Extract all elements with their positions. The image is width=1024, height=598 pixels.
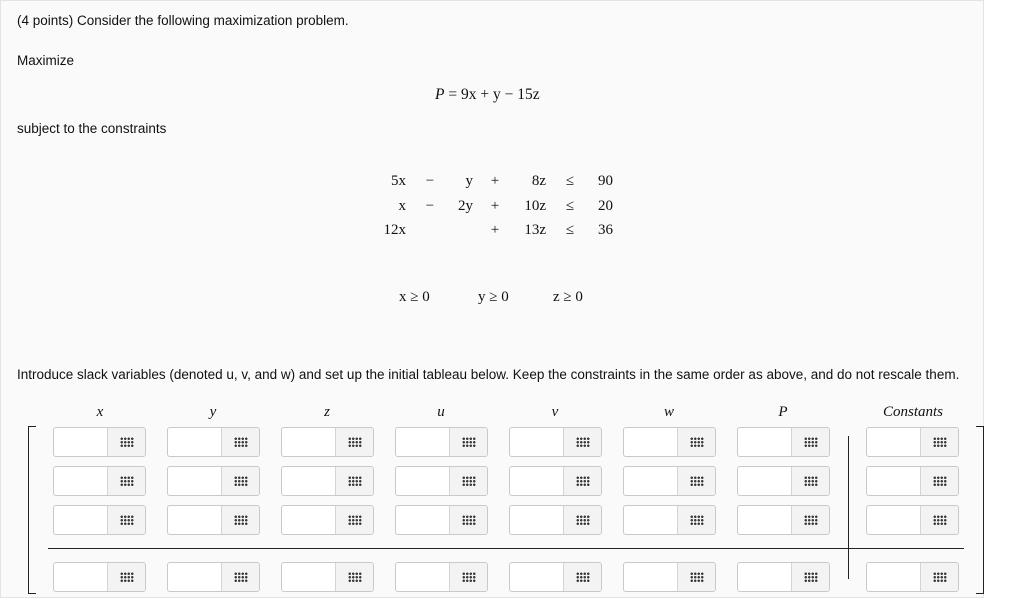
- col-header-constants: Constants: [882, 404, 943, 420]
- palette-button[interactable]: [107, 467, 145, 495]
- grid-dots-icon: [933, 572, 947, 582]
- tableau-cell-r3-x: [53, 505, 146, 535]
- palette-button[interactable]: [449, 563, 487, 591]
- grid-dots-icon: [576, 572, 590, 582]
- tableau-input[interactable]: [396, 467, 451, 495]
- palette-button[interactable]: [335, 506, 373, 534]
- palette-button[interactable]: [221, 506, 259, 534]
- grid-dots-icon: [462, 572, 476, 582]
- palette-button[interactable]: [791, 506, 829, 534]
- grid-dots-icon: [120, 515, 134, 525]
- constraint-2-term-x: x: [398, 198, 406, 214]
- constraint-2-term-y: 2y: [458, 198, 473, 214]
- grid-dots-icon: [348, 515, 362, 525]
- tableau-cell-r2-z: [281, 466, 374, 496]
- tableau-cell-r1-w: [623, 427, 716, 457]
- nonneg-x: x ≥ 0: [399, 289, 430, 305]
- grid-dots-icon: [804, 572, 818, 582]
- palette-button[interactable]: [335, 467, 373, 495]
- constraint-1-rhs: 90: [598, 173, 613, 189]
- tableau-cell-r3-v: [509, 505, 602, 535]
- palette-button[interactable]: [563, 563, 601, 591]
- tableau-input[interactable]: [396, 506, 451, 534]
- grid-dots-icon: [348, 437, 362, 447]
- tableau-input[interactable]: [282, 563, 337, 591]
- grid-dots-icon: [462, 437, 476, 447]
- tableau-cell-r2-u: [395, 466, 488, 496]
- tableau-cell-r3-constants: [866, 505, 959, 535]
- palette-button[interactable]: [920, 428, 958, 456]
- subject-label: subject to the constraints: [17, 121, 167, 136]
- grid-dots-icon: [804, 476, 818, 486]
- nonneg-y: y ≥ 0: [478, 289, 509, 305]
- tableau-cell-r1-y: [167, 427, 260, 457]
- constraint-3-rel: ≤: [565, 222, 575, 238]
- palette-button[interactable]: [677, 428, 715, 456]
- palette-button[interactable]: [449, 467, 487, 495]
- constraint-2-op2: +: [490, 198, 500, 214]
- objective-lhs: P: [435, 86, 445, 103]
- constraint-1-term-y: y: [465, 173, 473, 189]
- objective-function: [435, 86, 540, 104]
- grid-dots-icon: [234, 515, 248, 525]
- palette-button[interactable]: [791, 428, 829, 456]
- tableau-input[interactable]: [54, 428, 109, 456]
- tableau-cell-r4-v: [509, 562, 602, 592]
- grid-dots-icon: [804, 437, 818, 447]
- grid-dots-icon: [234, 572, 248, 582]
- palette-button[interactable]: [335, 563, 373, 591]
- matrix-right-bracket: [976, 426, 984, 594]
- grid-dots-icon: [576, 476, 590, 486]
- palette-button[interactable]: [563, 506, 601, 534]
- col-header-u: u: [437, 404, 445, 420]
- grid-dots-icon: [234, 437, 248, 447]
- col-header-y: y: [209, 404, 217, 420]
- constraint-1-op2: +: [490, 173, 500, 189]
- instructions-text: Introduce slack variables (denoted u, v, and w) and set up the initial tableau below. Keep the constraints in the same order as above, and do not rescale them.: [17, 367, 960, 382]
- constraint-1-term-z: 8z: [531, 173, 546, 189]
- palette-button[interactable]: [221, 428, 259, 456]
- objective-rhs: 9x + y − 15z: [460, 86, 540, 103]
- palette-button[interactable]: [920, 467, 958, 495]
- tableau-cell-r2-x: [53, 466, 146, 496]
- grid-dots-icon: [234, 476, 248, 486]
- tableau-input[interactable]: [168, 428, 223, 456]
- tableau-cell-r4-u: [395, 562, 488, 592]
- tableau-input[interactable]: [54, 563, 109, 591]
- question-header: (4 points) Consider the following maximization problem.: [17, 13, 349, 28]
- grid-dots-icon: [576, 515, 590, 525]
- tableau-input[interactable]: [168, 467, 223, 495]
- tableau-cell-r1-v: [509, 427, 602, 457]
- constraint-2-rel: ≤: [565, 198, 575, 214]
- grid-dots-icon: [690, 515, 704, 525]
- tableau-input[interactable]: [867, 506, 922, 534]
- palette-button[interactable]: [221, 467, 259, 495]
- grid-dots-icon: [933, 515, 947, 525]
- constraint-2-term-z: 10z: [524, 198, 546, 214]
- tableau-input[interactable]: [168, 506, 223, 534]
- constraint-2-rhs: 20: [598, 198, 613, 214]
- grid-dots-icon: [120, 476, 134, 486]
- tableau-input[interactable]: [510, 428, 565, 456]
- tableau-input[interactable]: [624, 467, 679, 495]
- nonneg-z: z ≥ 0: [553, 289, 583, 305]
- constraint-1-term-x: 5x: [391, 173, 406, 189]
- grid-dots-icon: [690, 437, 704, 447]
- palette-button[interactable]: [107, 563, 145, 591]
- tableau-input[interactable]: [510, 506, 565, 534]
- tableau-input[interactable]: [168, 563, 223, 591]
- palette-button[interactable]: [335, 428, 373, 456]
- maximize-label: Maximize: [17, 53, 75, 68]
- tableau-cell-r4-constants: [866, 562, 959, 592]
- tableau-cell-r2-p: [737, 466, 830, 496]
- palette-button[interactable]: [677, 506, 715, 534]
- matrix-left-bracket: [28, 426, 36, 594]
- constraint-3-op2: +: [490, 222, 500, 238]
- tableau-cell-r2-v: [509, 466, 602, 496]
- tableau-cell-r3-u: [395, 505, 488, 535]
- col-header-x: x: [96, 404, 104, 420]
- tableau-input[interactable]: [54, 506, 109, 534]
- palette-button[interactable]: [920, 563, 958, 591]
- tableau-cell-r3-z: [281, 505, 374, 535]
- grid-dots-icon: [348, 572, 362, 582]
- tableau-input[interactable]: [867, 563, 922, 591]
- palette-button[interactable]: [449, 506, 487, 534]
- palette-button[interactable]: [107, 428, 145, 456]
- tableau-cell-r2-constants: [866, 466, 959, 496]
- grid-dots-icon: [576, 437, 590, 447]
- tableau-cell-r3-p: [737, 505, 830, 535]
- tableau-cell-r4-x: [53, 562, 146, 592]
- tableau-input[interactable]: [738, 428, 793, 456]
- tableau-cell-r1-u: [395, 427, 488, 457]
- grid-dots-icon: [804, 515, 818, 525]
- palette-button[interactable]: [677, 563, 715, 591]
- tableau-input[interactable]: [624, 428, 679, 456]
- grid-dots-icon: [348, 476, 362, 486]
- tableau-cell-r1-p: [737, 427, 830, 457]
- grid-dots-icon: [462, 476, 476, 486]
- tableau-cell-r1-z: [281, 427, 374, 457]
- constraint-1-op1: −: [425, 173, 435, 189]
- tableau-input[interactable]: [867, 467, 922, 495]
- grid-dots-icon: [120, 437, 134, 447]
- col-header-w: w: [663, 404, 674, 420]
- tableau-cell-r1-constants: [866, 427, 959, 457]
- grid-dots-icon: [120, 572, 134, 582]
- constraint-3-term-z: 13z: [524, 222, 546, 238]
- constraint-3-rhs: 36: [598, 222, 613, 238]
- palette-button[interactable]: [677, 467, 715, 495]
- grid-dots-icon: [933, 437, 947, 447]
- tableau-cell-r1-x: [53, 427, 146, 457]
- tableau-cell-r3-w: [623, 505, 716, 535]
- tableau-input[interactable]: [738, 467, 793, 495]
- tableau-input[interactable]: [282, 467, 337, 495]
- matrix-divider-vertical: [848, 436, 849, 579]
- tableau-cell-r4-z: [281, 562, 374, 592]
- palette-button[interactable]: [791, 467, 829, 495]
- palette-button[interactable]: [920, 506, 958, 534]
- tableau-cell-r4-w: [623, 562, 716, 592]
- palette-button[interactable]: [791, 563, 829, 591]
- tableau-input[interactable]: [54, 467, 109, 495]
- tableau-input[interactable]: [738, 563, 793, 591]
- palette-button[interactable]: [449, 428, 487, 456]
- col-header-z: z: [324, 404, 330, 420]
- grid-dots-icon: [933, 476, 947, 486]
- tableau-input[interactable]: [867, 428, 922, 456]
- tableau-input[interactable]: [282, 428, 337, 456]
- tableau-input[interactable]: [510, 467, 565, 495]
- matrix-divider-horizontal: [48, 548, 964, 549]
- palette-button[interactable]: [221, 563, 259, 591]
- constraint-1-rel: ≤: [565, 173, 575, 189]
- tableau-input[interactable]: [624, 506, 679, 534]
- objective-eq: =: [448, 86, 458, 103]
- tableau-input[interactable]: [282, 506, 337, 534]
- tableau-cell-r2-w: [623, 466, 716, 496]
- palette-button[interactable]: [563, 428, 601, 456]
- col-header-p: P: [778, 404, 788, 420]
- tableau-cell-r3-y: [167, 505, 260, 535]
- tableau-input[interactable]: [396, 428, 451, 456]
- tableau-cell-r4-y: [167, 562, 260, 592]
- tableau-input[interactable]: [738, 506, 793, 534]
- grid-dots-icon: [462, 515, 476, 525]
- tableau-input[interactable]: [510, 563, 565, 591]
- constraint-2-op1: −: [425, 198, 435, 214]
- palette-button[interactable]: [107, 506, 145, 534]
- col-header-v: v: [551, 404, 559, 420]
- tableau-input[interactable]: [396, 563, 451, 591]
- palette-button[interactable]: [563, 467, 601, 495]
- tableau-cell-r4-p: [737, 562, 830, 592]
- grid-dots-icon: [690, 572, 704, 582]
- constraint-3-term-x: 12x: [383, 222, 406, 238]
- tableau-cell-r2-y: [167, 466, 260, 496]
- tableau-input[interactable]: [624, 563, 679, 591]
- grid-dots-icon: [690, 476, 704, 486]
